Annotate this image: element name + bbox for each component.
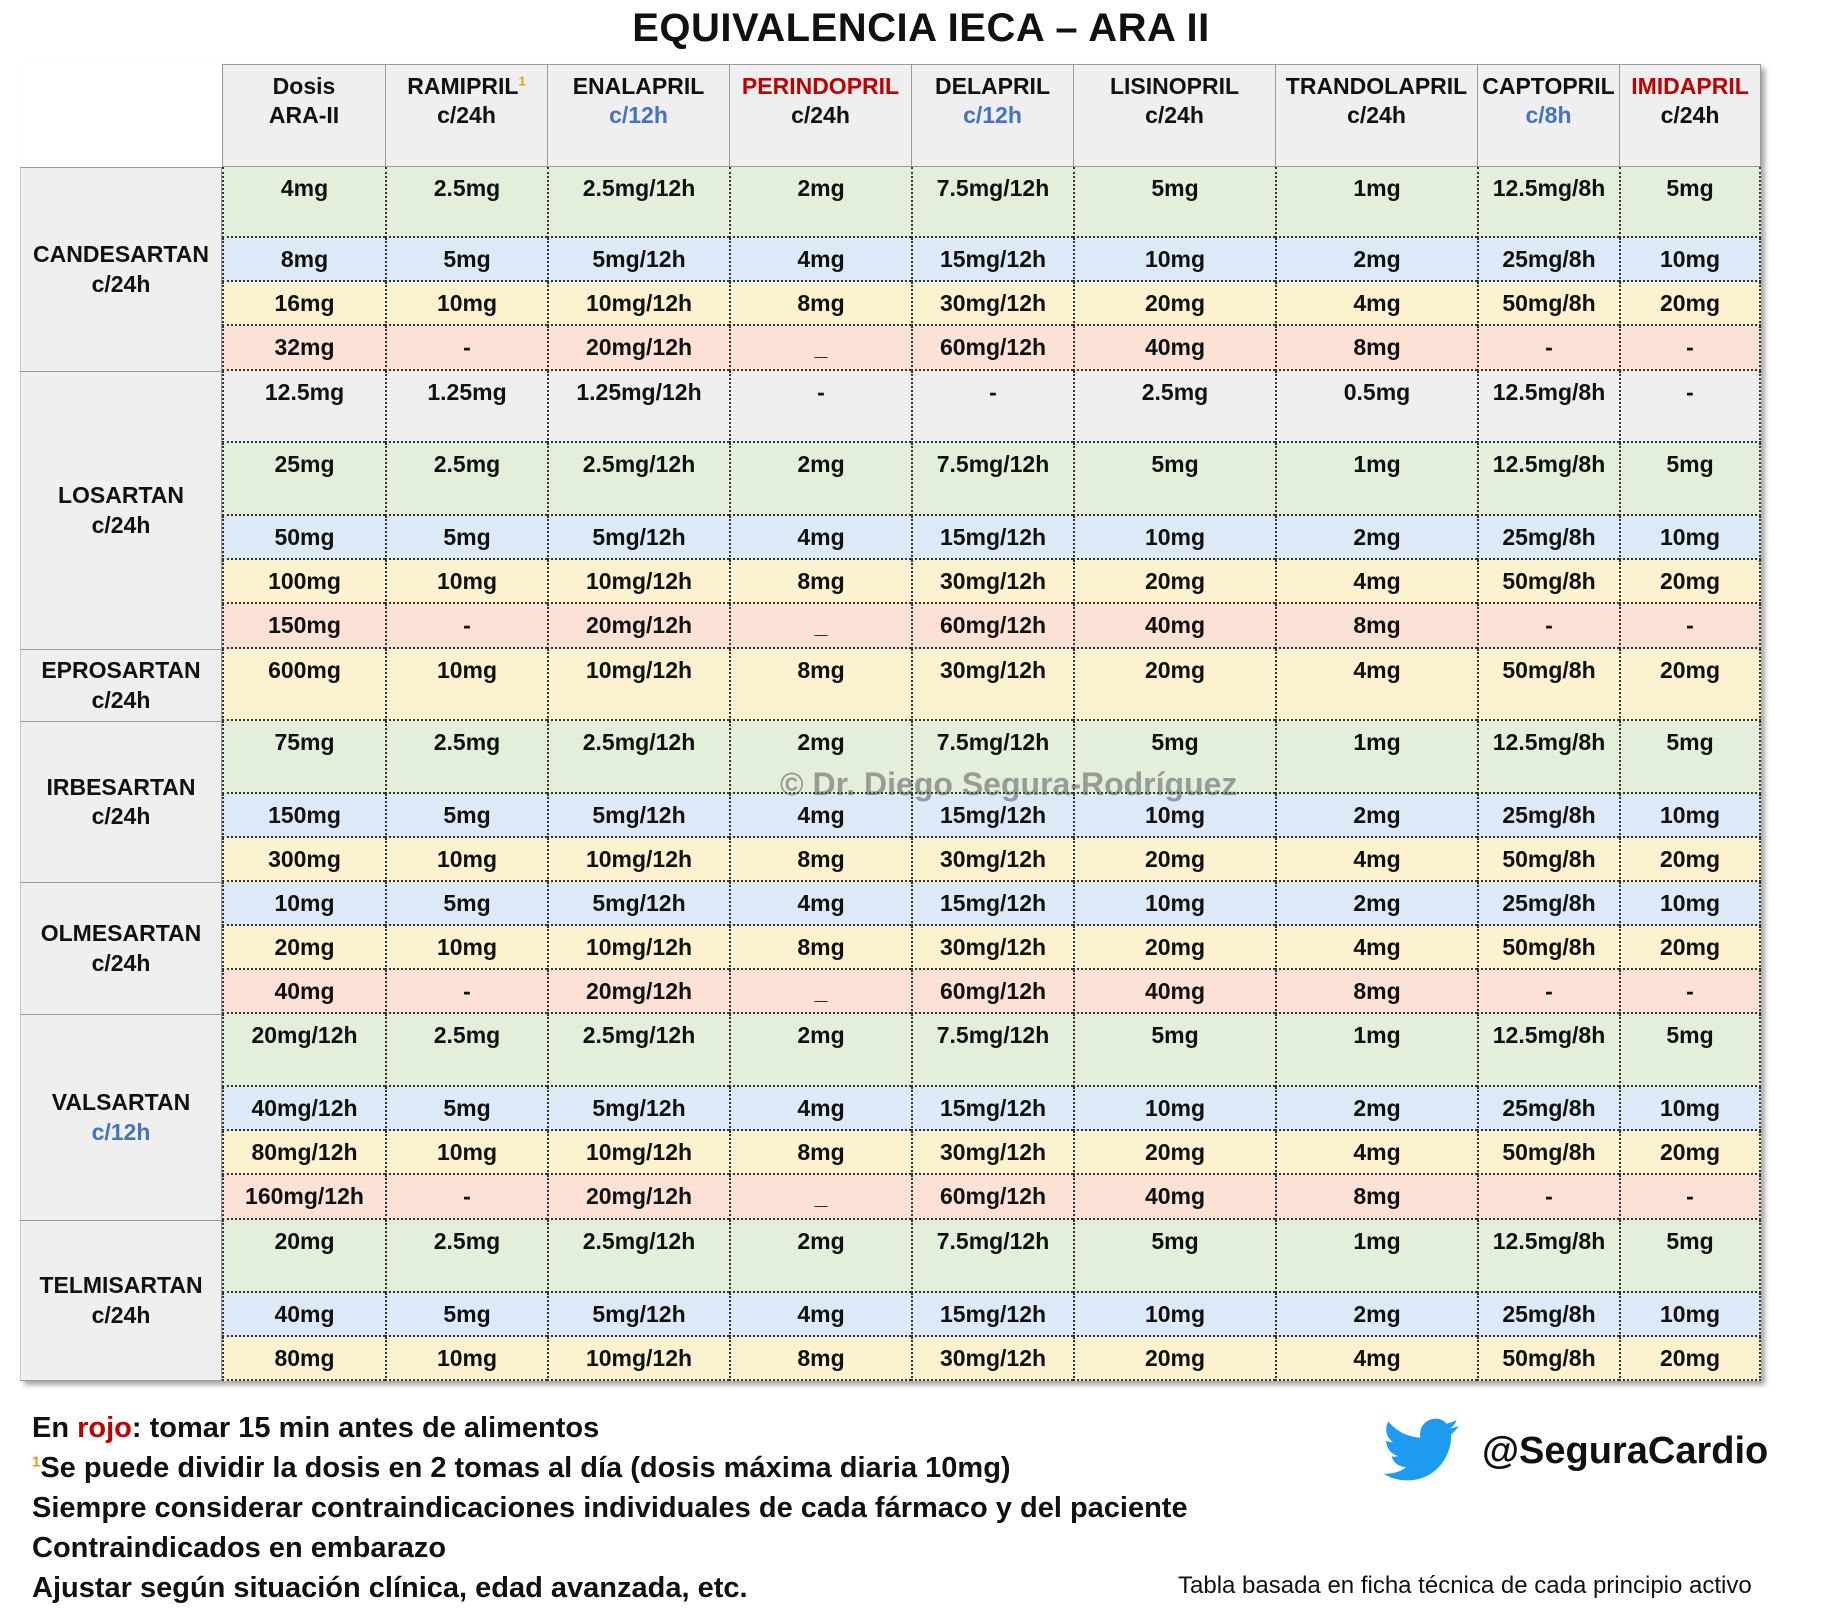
equivalent-dose-cell: 4mg bbox=[729, 794, 911, 838]
equivalent-dose-cell: 2mg bbox=[729, 1014, 911, 1087]
header-drug-name bbox=[1110, 72, 1239, 101]
dose-cell: 80mg/12h bbox=[222, 1131, 385, 1175]
equivalent-dose-cell: 20mg/12h bbox=[547, 1175, 729, 1220]
equivalent-dose-cell: 5mg/12h bbox=[547, 1087, 729, 1131]
equivalent-dose-cell: - bbox=[729, 371, 911, 443]
equivalent-dose-cell: 5mg bbox=[1073, 167, 1275, 238]
equivalent-dose-cell: 1mg bbox=[1275, 443, 1477, 516]
equivalent-dose-cell: - bbox=[1477, 326, 1619, 371]
equivalent-dose-cell: 10mg bbox=[1619, 238, 1761, 282]
twitter-handle: @SeguraCardio bbox=[1482, 1430, 1769, 1472]
equivalent-dose-cell: 2mg bbox=[729, 443, 911, 516]
dose-cell: 100mg bbox=[222, 560, 385, 604]
equivalent-dose-cell: 60mg/12h bbox=[911, 604, 1073, 649]
equivalent-dose-cell: 60mg/12h bbox=[911, 970, 1073, 1014]
equivalent-dose-cell: 50mg/8h bbox=[1477, 838, 1619, 882]
equivalent-dose-cell: - bbox=[385, 604, 547, 649]
equivalent-dose-cell: 30mg/12h bbox=[911, 1131, 1073, 1175]
header-enalapril bbox=[547, 64, 729, 167]
header-drug-name bbox=[935, 72, 1050, 101]
equivalent-dose-cell: 4mg bbox=[1275, 838, 1477, 882]
equivalent-dose-cell: - bbox=[1619, 604, 1761, 649]
dose-cell: 20mg/12h bbox=[222, 1014, 385, 1087]
equivalent-dose-cell: 4mg bbox=[729, 882, 911, 926]
dose-cell: 40mg bbox=[222, 1293, 385, 1337]
equivalent-dose-cell: 60mg/12h bbox=[911, 1175, 1073, 1220]
header-drug-frequency: c/24h bbox=[1145, 102, 1204, 129]
ara2-drug-frequency: c/24h bbox=[91, 511, 151, 538]
drug-name: ENALAPRIL bbox=[572, 73, 705, 99]
equivalent-dose-cell: 25mg/8h bbox=[1477, 882, 1619, 926]
equivalent-dose-cell: 20mg bbox=[1619, 1337, 1761, 1381]
equivalent-dose-cell: 8mg bbox=[729, 649, 911, 721]
header-lisinopril bbox=[1073, 64, 1275, 167]
equivalent-dose-cell: 4mg bbox=[1275, 1131, 1477, 1175]
equivalent-dose-cell: 20mg bbox=[1619, 838, 1761, 882]
equivalence-table bbox=[20, 64, 1761, 1381]
table-corner bbox=[20, 64, 222, 167]
equivalent-dose-cell: 4mg bbox=[1275, 560, 1477, 604]
footnote-mark: 1 bbox=[32, 1453, 41, 1471]
equivalent-dose-cell: 20mg bbox=[1073, 560, 1275, 604]
equivalent-dose-cell: 1.25mg/12h bbox=[547, 371, 729, 443]
equivalent-dose-cell: 8mg bbox=[729, 1337, 911, 1381]
equivalent-dose-cell: 15mg/12h bbox=[911, 794, 1073, 838]
dose-cell: 20mg bbox=[222, 1220, 385, 1293]
header-drug-frequency: c/12h bbox=[963, 102, 1022, 129]
equivalent-dose-cell: 8mg bbox=[729, 1131, 911, 1175]
header-drug-name bbox=[1482, 72, 1614, 101]
equivalent-dose-cell: 20mg bbox=[1619, 560, 1761, 604]
equivalent-dose-cell: 20mg/12h bbox=[547, 326, 729, 371]
equivalent-dose-cell: 2.5mg bbox=[385, 1014, 547, 1087]
equivalent-dose-cell: 7.5mg/12h bbox=[911, 1220, 1073, 1293]
equivalent-dose-cell: 5mg/12h bbox=[547, 794, 729, 838]
equivalent-dose-cell: 5mg bbox=[1073, 1014, 1275, 1087]
header-trandolapril bbox=[1275, 64, 1477, 167]
header-drug-frequency: c/24h bbox=[1660, 102, 1720, 129]
equivalent-dose-cell: 2mg bbox=[1275, 882, 1477, 926]
equivalent-dose-cell: 2.5mg/12h bbox=[547, 443, 729, 516]
header-drug-name bbox=[573, 72, 705, 101]
equivalent-dose-cell: 10mg bbox=[1073, 516, 1275, 560]
equivalent-dose-cell: 2mg bbox=[1275, 1087, 1477, 1131]
row-header-eprosartan bbox=[20, 649, 222, 721]
equivalent-dose-cell: 10mg bbox=[385, 926, 547, 970]
header-imidapril bbox=[1619, 64, 1761, 167]
equivalent-dose-cell: 2mg bbox=[1275, 794, 1477, 838]
equivalent-dose-cell: 50mg/8h bbox=[1477, 1131, 1619, 1175]
notes-block bbox=[32, 1408, 1188, 1608]
row-header-olmesartan bbox=[20, 882, 222, 1014]
equivalent-dose-cell: 8mg bbox=[1275, 970, 1477, 1014]
dose-cell: 75mg bbox=[222, 721, 385, 794]
equivalent-dose-cell: 10mg/12h bbox=[547, 1131, 729, 1175]
ara2-drug-name: LOSARTAN bbox=[57, 482, 185, 509]
equivalent-dose-cell: 10mg bbox=[1619, 794, 1761, 838]
equivalent-dose-cell: 1.25mg bbox=[385, 371, 547, 443]
dose-cell: 40mg bbox=[222, 970, 385, 1014]
drug-name: RAMIPRIL bbox=[407, 73, 519, 99]
dose-cell: 4mg bbox=[222, 167, 385, 238]
header-drug-frequency: c/24h bbox=[1347, 102, 1406, 129]
equivalent-dose-cell: 15mg/12h bbox=[911, 1293, 1073, 1337]
drug-name: LISINOPRIL bbox=[1109, 73, 1240, 99]
dose-cell: 80mg bbox=[222, 1337, 385, 1381]
equivalent-dose-cell: 0.5mg bbox=[1275, 371, 1477, 443]
ara2-drug-name: OLMESARTAN bbox=[40, 920, 202, 947]
header-drug-frequency: c/12h bbox=[609, 102, 668, 129]
ara2-drug-frequency: c/12h bbox=[91, 1118, 151, 1145]
equivalent-dose-cell: 10mg bbox=[1619, 1293, 1761, 1337]
equivalent-dose-cell: 5mg bbox=[1619, 1014, 1761, 1087]
dose-cell: 300mg bbox=[222, 838, 385, 882]
equivalent-dose-cell: 4mg bbox=[729, 238, 911, 282]
equivalent-dose-cell: 7.5mg/12h bbox=[911, 167, 1073, 238]
equivalent-dose-cell: 20mg bbox=[1073, 649, 1275, 721]
footnote-mark: 1 bbox=[518, 73, 526, 89]
copyright-watermark: © Dr. Diego Segura-Rodríguez bbox=[780, 766, 1238, 802]
note-red-rest: : tomar 15 min antes de alimentos bbox=[131, 1412, 600, 1444]
equivalent-dose-cell: 10mg/12h bbox=[547, 282, 729, 326]
equivalent-dose-cell: _ bbox=[729, 326, 911, 371]
header-delapril bbox=[911, 64, 1073, 167]
drug-name: CAPTOPRIL bbox=[1482, 73, 1615, 99]
equivalent-dose-cell: 12.5mg/8h bbox=[1477, 371, 1619, 443]
header-drug-frequency: c/8h bbox=[1525, 102, 1572, 129]
equivalent-dose-cell: 30mg/12h bbox=[911, 926, 1073, 970]
equivalent-dose-cell: 15mg/12h bbox=[911, 882, 1073, 926]
equivalent-dose-cell: 25mg/8h bbox=[1477, 794, 1619, 838]
equivalent-dose-cell: 12.5mg/8h bbox=[1477, 1014, 1619, 1087]
equivalent-dose-cell: 2mg bbox=[1275, 516, 1477, 560]
ara2-drug-frequency: c/24h bbox=[91, 270, 151, 297]
equivalent-dose-cell: 25mg/8h bbox=[1477, 1087, 1619, 1131]
equivalent-dose-cell: 5mg bbox=[1619, 721, 1761, 794]
equivalent-dose-cell: 10mg bbox=[1073, 238, 1275, 282]
drug-name: IMIDAPRIL bbox=[1631, 73, 1749, 99]
equivalent-dose-cell: 10mg bbox=[385, 838, 547, 882]
header-drug-frequency: c/24h bbox=[791, 102, 850, 129]
dose-cell: 600mg bbox=[222, 649, 385, 721]
equivalent-dose-cell: 5mg bbox=[1619, 167, 1761, 238]
equivalent-dose-cell: 60mg/12h bbox=[911, 326, 1073, 371]
equivalent-dose-cell: 1mg bbox=[1275, 167, 1477, 238]
equivalent-dose-cell: 4mg bbox=[1275, 926, 1477, 970]
header-drug-name bbox=[1286, 72, 1467, 101]
equivalent-dose-cell: 20mg bbox=[1619, 1131, 1761, 1175]
header-dose-line1: Dosis bbox=[272, 73, 336, 99]
equivalent-dose-cell: 30mg/12h bbox=[911, 282, 1073, 326]
header-perindopril bbox=[729, 64, 911, 167]
equivalent-dose-cell: 50mg/8h bbox=[1477, 926, 1619, 970]
equivalent-dose-cell: 50mg/8h bbox=[1477, 282, 1619, 326]
equivalent-dose-cell: 8mg bbox=[729, 926, 911, 970]
equivalent-dose-cell: 8mg bbox=[1275, 326, 1477, 371]
equivalent-dose-cell: 30mg/12h bbox=[911, 1337, 1073, 1381]
equivalent-dose-cell: - bbox=[385, 970, 547, 1014]
equivalent-dose-cell: - bbox=[1619, 1175, 1761, 1220]
equivalent-dose-cell: 5mg bbox=[385, 1293, 547, 1337]
ara2-drug-name: IRBESARTAN bbox=[46, 773, 196, 800]
row-header-candesartan bbox=[20, 167, 222, 371]
note-contraindications: Siempre considerar contraindicaciones individuales de cada fármaco y del paciente bbox=[32, 1492, 1188, 1524]
equivalent-dose-cell: 2.5mg/12h bbox=[547, 167, 729, 238]
equivalent-dose-cell: - bbox=[385, 326, 547, 371]
equivalent-dose-cell: 5mg bbox=[385, 794, 547, 838]
equivalent-dose-cell: 10mg bbox=[385, 1337, 547, 1381]
ara2-drug-frequency: c/24h bbox=[91, 803, 151, 829]
equivalent-dose-cell: 2mg bbox=[729, 1220, 911, 1293]
ara2-drug-frequency: c/24h bbox=[91, 1301, 151, 1328]
drug-name: DELAPRIL bbox=[935, 73, 1050, 99]
equivalent-dose-cell: 10mg bbox=[385, 1131, 547, 1175]
dose-cell: 10mg bbox=[222, 882, 385, 926]
dose-cell: 8mg bbox=[222, 238, 385, 282]
equivalent-dose-cell: 4mg bbox=[1275, 282, 1477, 326]
equivalent-dose-cell: 5mg bbox=[1073, 721, 1275, 794]
equivalent-dose-cell: - bbox=[1619, 326, 1761, 371]
drug-name: PERINDOPRIL bbox=[741, 73, 900, 99]
ara2-drug-name: TELMISARTAN bbox=[39, 1272, 203, 1299]
dose-cell: 40mg/12h bbox=[222, 1087, 385, 1131]
equivalent-dose-cell: 8mg bbox=[1275, 604, 1477, 649]
equivalent-dose-cell: 20mg bbox=[1073, 1337, 1275, 1381]
equivalent-dose-cell: 5mg bbox=[1619, 443, 1761, 516]
equivalent-dose-cell: 1mg bbox=[1275, 1220, 1477, 1293]
equivalent-dose-cell: 7.5mg/12h bbox=[911, 1014, 1073, 1087]
equivalent-dose-cell: 2mg bbox=[729, 167, 911, 238]
equivalent-dose-cell: 15mg/12h bbox=[911, 238, 1073, 282]
equivalent-dose-cell: 30mg/12h bbox=[911, 838, 1073, 882]
equivalent-dose-cell: 5mg bbox=[385, 882, 547, 926]
equivalent-dose-cell: 20mg bbox=[1073, 926, 1275, 970]
dose-cell: 16mg bbox=[222, 282, 385, 326]
equivalent-dose-cell: 8mg bbox=[729, 282, 911, 326]
equivalent-dose-cell: 50mg/8h bbox=[1477, 1337, 1619, 1381]
equivalent-dose-cell: 8mg bbox=[1275, 1175, 1477, 1220]
equivalent-dose-cell: 4mg bbox=[729, 516, 911, 560]
equivalent-dose-cell: 40mg bbox=[1073, 604, 1275, 649]
equivalent-dose-cell: 8mg bbox=[729, 560, 911, 604]
equivalent-dose-cell: - bbox=[385, 1175, 547, 1220]
note-red-word: rojo bbox=[77, 1412, 132, 1444]
equivalent-dose-cell: 20mg bbox=[1619, 926, 1761, 970]
equivalent-dose-cell: - bbox=[1619, 970, 1761, 1014]
equivalent-dose-cell: 15mg/12h bbox=[911, 1087, 1073, 1131]
equivalent-dose-cell: 5mg bbox=[1073, 1220, 1275, 1293]
equivalent-dose-cell: 4mg bbox=[729, 1293, 911, 1337]
dose-cell: 50mg bbox=[222, 516, 385, 560]
equivalent-dose-cell: 10mg/12h bbox=[547, 926, 729, 970]
note-adjust: Ajustar según situación clínica, edad avanzada, etc. bbox=[32, 1572, 748, 1604]
equivalent-dose-cell: - bbox=[1477, 1175, 1619, 1220]
equivalent-dose-cell: 5mg bbox=[385, 238, 547, 282]
row-header-losartan bbox=[20, 371, 222, 649]
equivalent-dose-cell: 10mg bbox=[1073, 1087, 1275, 1131]
equivalent-dose-cell: 10mg bbox=[1619, 882, 1761, 926]
equivalent-dose-cell: 30mg/12h bbox=[911, 560, 1073, 604]
equivalent-dose-cell: 15mg/12h bbox=[911, 516, 1073, 560]
equivalent-dose-cell: _ bbox=[729, 1175, 911, 1220]
note-pregnancy: Contraindicados en embarazo bbox=[32, 1532, 447, 1564]
equivalent-dose-cell: - bbox=[1477, 970, 1619, 1014]
equivalent-dose-cell: _ bbox=[729, 604, 911, 649]
row-header-telmisartan bbox=[20, 1220, 222, 1381]
equivalent-dose-cell: 2mg bbox=[1275, 1293, 1477, 1337]
equivalent-dose-cell: 2.5mg bbox=[385, 1220, 547, 1293]
equivalent-dose-cell: 40mg bbox=[1073, 326, 1275, 371]
header-ramipril bbox=[385, 64, 547, 167]
ara2-drug-frequency: c/24h bbox=[91, 949, 151, 976]
equivalent-dose-cell: 10mg bbox=[385, 282, 547, 326]
equivalent-dose-cell: 12.5mg/8h bbox=[1477, 721, 1619, 794]
equivalent-dose-cell: 20mg bbox=[1619, 282, 1761, 326]
equivalent-dose-cell: 20mg bbox=[1073, 1131, 1275, 1175]
equivalent-dose-cell: 10mg/12h bbox=[547, 1337, 729, 1381]
footnote-text: Se puede dividir la dosis en 2 tomas al día (dosis máxima diaria 10mg) bbox=[40, 1452, 1011, 1484]
note-red-meaning bbox=[32, 1408, 1188, 1448]
header-drug-name bbox=[407, 72, 525, 101]
equivalent-dose-cell: 20mg bbox=[1619, 649, 1761, 721]
equivalent-dose-cell: 5mg bbox=[385, 516, 547, 560]
equivalent-dose-cell: 2.5mg bbox=[385, 443, 547, 516]
twitter-bird-icon bbox=[1384, 1418, 1460, 1482]
equivalent-dose-cell: 50mg/8h bbox=[1477, 649, 1619, 721]
equivalent-dose-cell: 1mg bbox=[1275, 1014, 1477, 1087]
equivalent-dose-cell: 10mg/12h bbox=[547, 560, 729, 604]
equivalent-dose-cell: 50mg/8h bbox=[1477, 560, 1619, 604]
equivalent-dose-cell: 10mg bbox=[1619, 516, 1761, 560]
equivalent-dose-cell: 12.5mg/8h bbox=[1477, 443, 1619, 516]
equivalent-dose-cell: 5mg bbox=[1619, 1220, 1761, 1293]
equivalent-dose-cell: 10mg bbox=[1073, 794, 1275, 838]
drug-name: TRANDOLAPRIL bbox=[1285, 73, 1468, 99]
dose-cell: 25mg bbox=[222, 443, 385, 516]
note-red-prefix: En bbox=[32, 1412, 78, 1444]
header-dose-ara2 bbox=[222, 64, 385, 167]
header-drug-name bbox=[1631, 72, 1749, 101]
equivalent-dose-cell: - bbox=[1619, 371, 1761, 443]
equivalent-dose-cell: 10mg bbox=[1619, 1087, 1761, 1131]
equivalent-dose-cell: 2.5mg bbox=[385, 167, 547, 238]
equivalent-dose-cell: 8mg bbox=[729, 838, 911, 882]
equivalent-dose-cell: 5mg bbox=[1073, 443, 1275, 516]
equivalent-dose-cell: 25mg/8h bbox=[1477, 238, 1619, 282]
ara2-drug-name: EPROSARTAN bbox=[41, 657, 201, 684]
dose-cell: 160mg/12h bbox=[222, 1175, 385, 1220]
equivalent-dose-cell: 2.5mg/12h bbox=[547, 1014, 729, 1087]
equivalent-dose-cell: 7.5mg/12h bbox=[911, 721, 1073, 794]
note-footnote bbox=[32, 1448, 1188, 1488]
source-note: Tabla basada en ficha técnica de cada principio activo bbox=[1178, 1572, 1752, 1599]
equivalent-dose-cell: 5mg/12h bbox=[547, 238, 729, 282]
equivalent-dose-cell: 10mg/12h bbox=[547, 838, 729, 882]
ara2-drug-frequency: c/24h bbox=[91, 686, 151, 713]
header-drug-name bbox=[742, 72, 899, 101]
equivalent-dose-cell: 2.5mg bbox=[385, 721, 547, 794]
equivalent-dose-cell: 5mg bbox=[385, 1087, 547, 1131]
equivalent-dose-cell: 20mg bbox=[1073, 282, 1275, 326]
equivalent-dose-cell: 2mg bbox=[729, 721, 911, 794]
dose-cell: 150mg bbox=[222, 794, 385, 838]
equivalent-dose-cell: 30mg/12h bbox=[911, 649, 1073, 721]
dose-cell: 12.5mg bbox=[222, 371, 385, 443]
equivalent-dose-cell: 2.5mg/12h bbox=[547, 721, 729, 794]
equivalent-dose-cell: 12.5mg/8h bbox=[1477, 167, 1619, 238]
equivalent-dose-cell: - bbox=[1477, 604, 1619, 649]
equivalent-dose-cell: - bbox=[911, 371, 1073, 443]
equivalent-dose-cell: _ bbox=[729, 970, 911, 1014]
equivalent-dose-cell: 10mg bbox=[1073, 1293, 1275, 1337]
equivalent-dose-cell: 10mg bbox=[385, 560, 547, 604]
equivalent-dose-cell: 20mg bbox=[1073, 838, 1275, 882]
header-captopril bbox=[1477, 64, 1619, 167]
equivalent-dose-cell: 12.5mg/8h bbox=[1477, 1220, 1619, 1293]
equivalent-dose-cell: 20mg/12h bbox=[547, 970, 729, 1014]
ara2-drug-name: CANDESARTAN bbox=[33, 241, 209, 268]
row-header-irbesartan bbox=[20, 721, 222, 882]
equivalent-dose-cell: 10mg bbox=[1073, 882, 1275, 926]
equivalent-dose-cell: 40mg bbox=[1073, 1175, 1275, 1220]
equivalent-dose-cell: 5mg/12h bbox=[547, 882, 729, 926]
header-dose-line2: ARA-II bbox=[268, 102, 340, 129]
equivalent-dose-cell: 4mg bbox=[729, 1087, 911, 1131]
dose-cell: 20mg bbox=[222, 926, 385, 970]
equivalent-dose-cell: 5mg/12h bbox=[547, 1293, 729, 1337]
header-drug-frequency: c/24h bbox=[437, 102, 496, 129]
equivalent-dose-cell: 25mg/8h bbox=[1477, 1293, 1619, 1337]
page-title: EQUIVALENCIA IECA – ARA II bbox=[632, 6, 1210, 50]
equivalent-dose-cell: 2.5mg/12h bbox=[547, 1220, 729, 1293]
equivalent-dose-cell: 4mg bbox=[1275, 1337, 1477, 1381]
equivalent-dose-cell: 2mg bbox=[1275, 238, 1477, 282]
equivalent-dose-cell: 20mg/12h bbox=[547, 604, 729, 649]
equivalent-dose-cell: 7.5mg/12h bbox=[911, 443, 1073, 516]
equivalent-dose-cell: 25mg/8h bbox=[1477, 516, 1619, 560]
ara2-drug-name: VALSARTAN bbox=[51, 1089, 191, 1116]
equivalent-dose-cell: 10mg/12h bbox=[547, 649, 729, 721]
equivalent-dose-cell: 4mg bbox=[1275, 649, 1477, 721]
equivalent-dose-cell: 40mg bbox=[1073, 970, 1275, 1014]
equivalent-dose-cell: 10mg bbox=[385, 649, 547, 721]
equivalent-dose-cell: 5mg/12h bbox=[547, 516, 729, 560]
dose-cell: 32mg bbox=[222, 326, 385, 371]
equivalent-dose-cell: 1mg bbox=[1275, 721, 1477, 794]
dose-cell: 150mg bbox=[222, 604, 385, 649]
equivalent-dose-cell: 2.5mg bbox=[1073, 371, 1275, 443]
row-header-valsartan bbox=[20, 1014, 222, 1220]
